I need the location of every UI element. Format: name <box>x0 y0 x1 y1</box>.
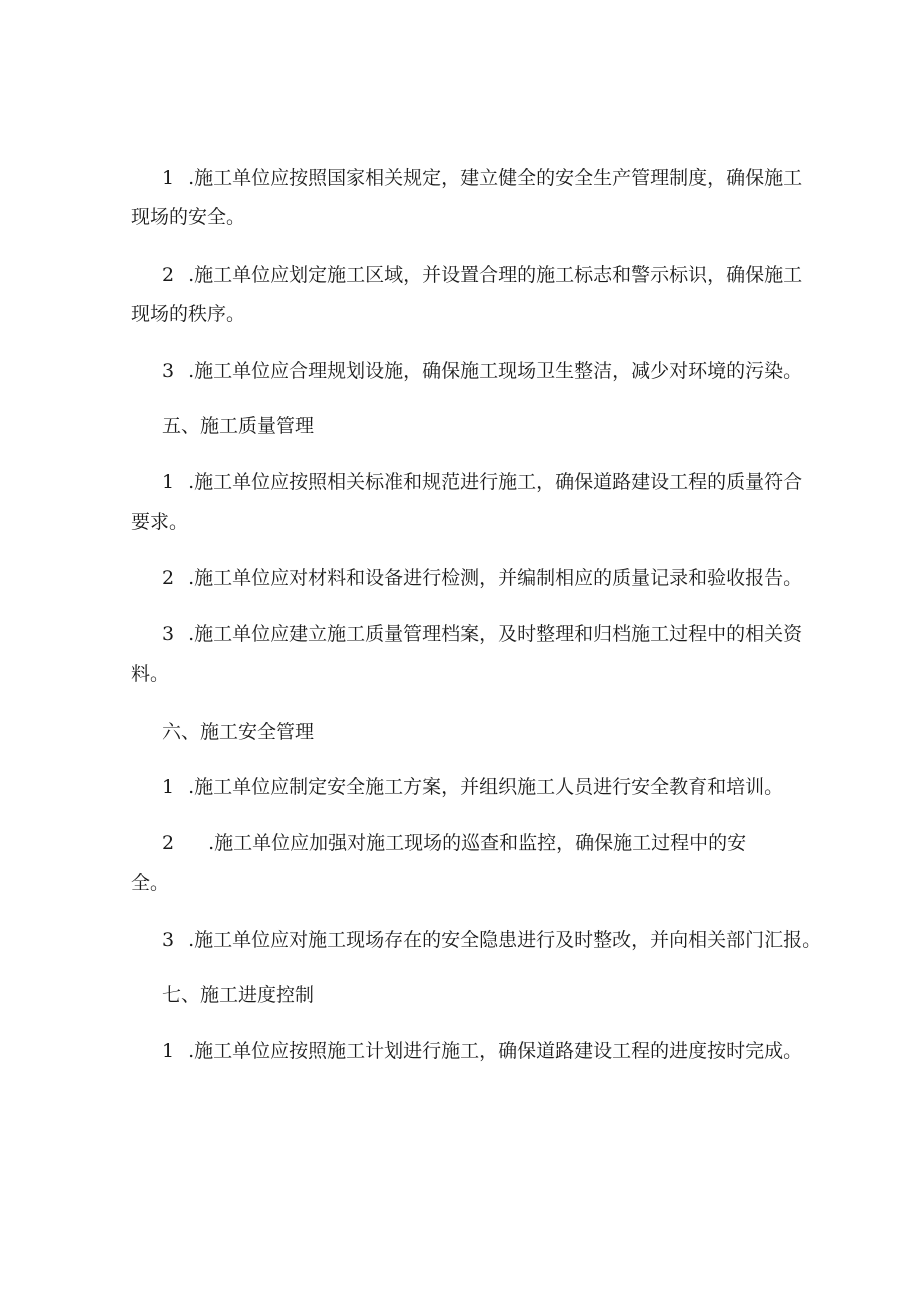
item-number: 1 <box>162 776 175 798</box>
list-item <box>162 831 746 855</box>
item-text: .施工单位应建立施工质量管理档案，及时整理和归档施工过程中的相关资 <box>188 623 803 645</box>
item-number: 3 <box>162 360 175 382</box>
list-item-continuation: 要求。 <box>131 511 189 533</box>
list-item-continuation: 现场的安全。 <box>131 206 246 228</box>
list-item <box>162 1039 802 1063</box>
item-number: 1 <box>162 1040 175 1062</box>
item-text: .施工单位应按照施工计划进行施工，确保道路建设工程的进度按时完成。 <box>188 1040 803 1062</box>
item-text: .施工单位应对材料和设备进行检测，并编制相应的质量记录和验收报告。 <box>188 567 803 589</box>
section-heading: 五、施工质量管理 <box>162 415 315 437</box>
section-heading: 六、施工安全管理 <box>162 721 315 743</box>
list-item-continuation: 现场的秩序。 <box>131 303 246 325</box>
item-number: 2 <box>162 567 175 589</box>
item-text: .施工单位应制定安全施工方案，并组织施工人员进行安全教育和培训。 <box>188 776 784 798</box>
list-item <box>162 166 802 190</box>
item-number: 3 <box>162 623 175 645</box>
list-item <box>162 622 802 646</box>
list-item <box>162 775 783 799</box>
item-text: .施工单位应对施工现场存在的安全隐患进行及时整改，并向相关部门汇报。 <box>188 929 822 951</box>
list-item <box>162 263 802 287</box>
item-number: 2 <box>162 264 175 286</box>
list-item <box>162 928 821 952</box>
item-number: 2 <box>162 832 175 854</box>
item-number: 1 <box>162 167 175 189</box>
list-item-continuation: 料。 <box>131 663 170 685</box>
list-item-continuation: 全。 <box>131 872 170 894</box>
item-number: 3 <box>162 929 175 951</box>
item-number: 1 <box>162 471 175 493</box>
item-text: .施工单位应按照相关标准和规范进行施工，确保道路建设工程的质量符合 <box>188 471 803 493</box>
item-text: .施工单位应划定施工区域，并设置合理的施工标志和警示标识，确保施工 <box>188 264 803 286</box>
list-item <box>162 470 802 494</box>
item-text: .施工单位应合理规划设施，确保施工现场卫生整洁，减少对环境的污染。 <box>188 360 803 382</box>
list-item <box>162 359 802 383</box>
section-heading: 七、施工进度控制 <box>162 984 315 1006</box>
list-item <box>162 566 802 590</box>
item-text: .施工单位应按照国家相关规定，建立健全的安全生产管理制度，确保施工 <box>188 167 803 189</box>
item-text: .施工单位应加强对施工现场的巡查和监控，确保施工过程中的安 <box>208 832 747 854</box>
